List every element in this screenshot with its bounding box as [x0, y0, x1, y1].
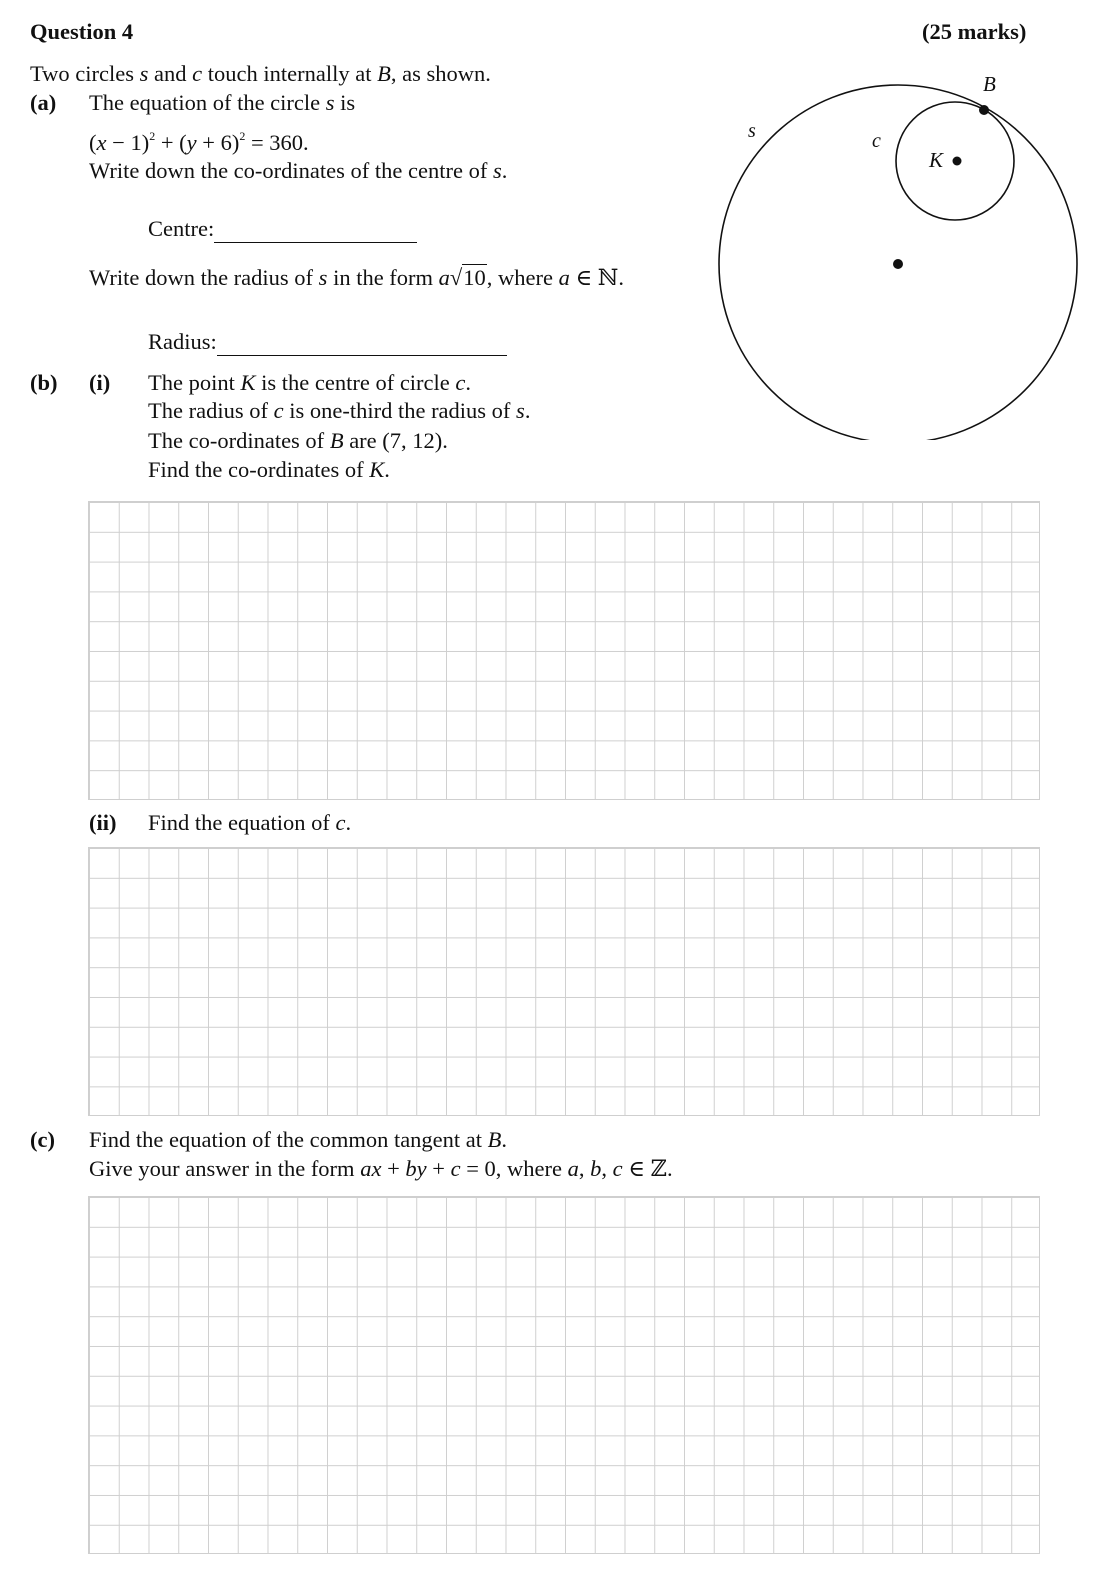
radius-answer-blank[interactable]	[217, 331, 507, 356]
part-b-label: (b)	[30, 370, 58, 395]
circle-s-equation: $(x - 1)^2 + (y + 6)^2 = 360$.	[89, 129, 309, 155]
label-s: s	[748, 120, 756, 142]
label-c: c	[872, 130, 881, 152]
radius-question: Write down the radius of s in the form a√10, where a ∈ ℕ.	[89, 265, 624, 291]
part-b-i-line4: Find the co-ordinates of K.	[148, 457, 390, 482]
centre-answer	[148, 215, 417, 243]
question-marks: (25 marks)	[922, 19, 1027, 44]
part-c-label: (c)	[30, 1127, 55, 1152]
answer-grid-b-ii[interactable]	[88, 847, 1040, 1116]
label-B: B	[983, 72, 996, 96]
part-a-line1: The equation of the circle s is	[89, 90, 356, 115]
point-K	[953, 157, 962, 166]
radius-label: Radius:	[148, 329, 217, 354]
part-b-ii-label: (ii)	[89, 810, 117, 835]
part-b-i-line2: The radius of c is one-third the radius of s.	[148, 398, 531, 423]
part-b-i-line1: The point K is the centre of circle c.	[148, 370, 472, 395]
radius-answer	[148, 328, 507, 356]
part-b-i-line3: The co-ordinates of B are (7, 12).	[148, 428, 448, 453]
part-a-label: (a)	[30, 90, 57, 115]
point-B	[979, 105, 989, 115]
part-b-ii-text: Find the equation of c.	[148, 810, 352, 835]
circles-diagram	[700, 60, 1100, 440]
centre-answer-blank[interactable]	[214, 218, 417, 243]
intro-text: Two circles s and c touch internally at B, as shown.	[30, 61, 491, 86]
answer-grid-b-i[interactable]	[88, 501, 1040, 800]
part-b-i-label: (i)	[89, 370, 111, 395]
part-c-line1: Find the equation of the common tangent at B.	[89, 1127, 508, 1152]
answer-grid-c[interactable]	[88, 1196, 1040, 1554]
part-a-line3: Write down the co-ordinates of the centre of s.	[89, 158, 508, 183]
part-c-line2: Give your answer in the form ax + by + c = 0, where a, b, c ∈ ℤ.	[89, 1156, 673, 1182]
question-title: Question 4	[30, 19, 134, 44]
centre-of-s-point	[893, 259, 903, 269]
label-K: K	[929, 148, 944, 172]
centre-label: Centre:	[148, 216, 215, 241]
